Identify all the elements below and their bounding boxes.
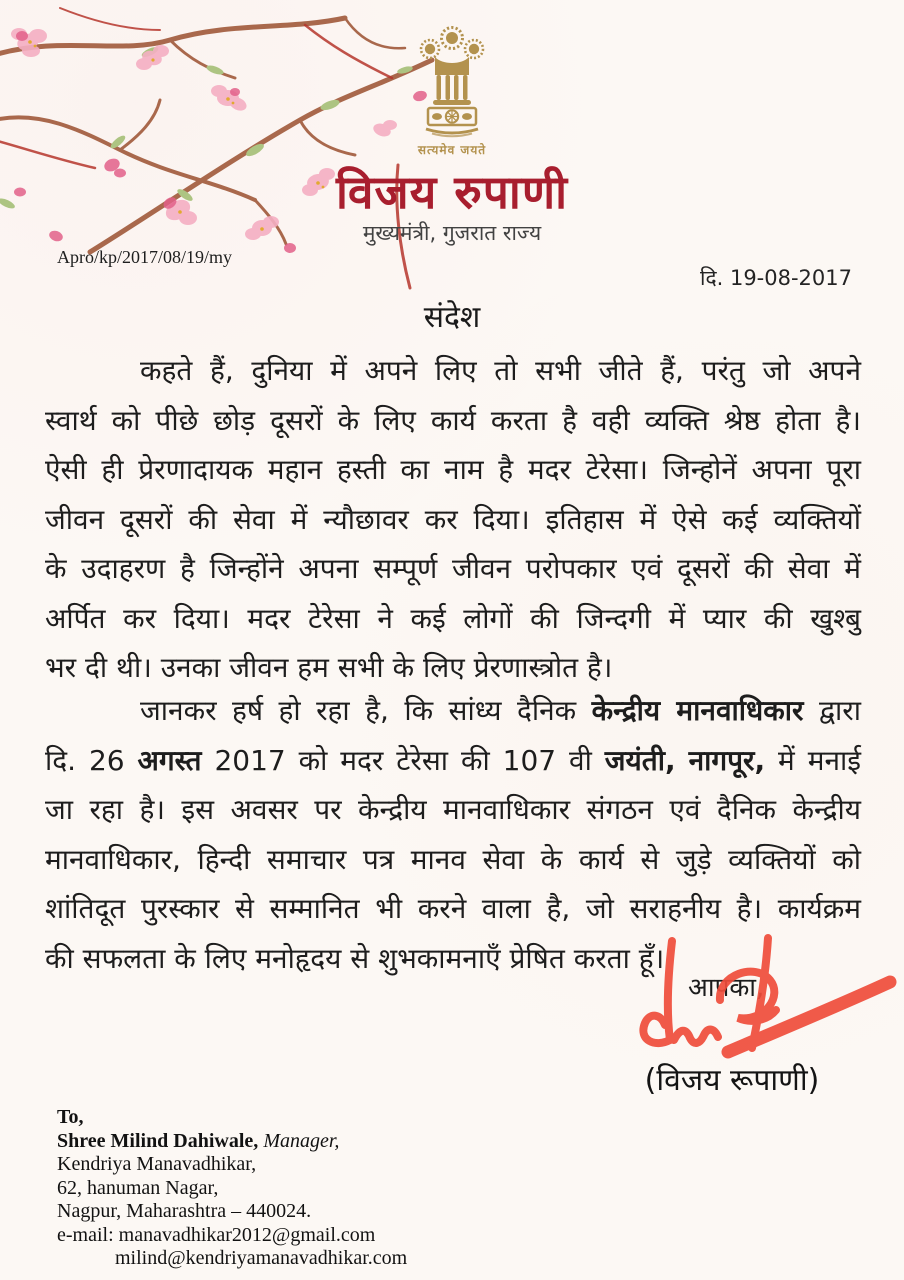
text-line xyxy=(57,1130,407,1154)
text-segment: जीवन दूसरों की सेवा में न्यौछावर कर दिया। इतिहास में ऐसे कई व्यक्तियों xyxy=(45,502,861,536)
text-segment: भर दी थी। उनका जीवन हम सभी के लिए प्रेरणास्त्रोत है। xyxy=(45,651,613,684)
text-segment: के उदाहरण है जिन्होंने अपना सम्पूर्ण जीवन परोपकार एवं दूसरों की सेवा में xyxy=(45,552,861,585)
text-segment: केन्द्रीय मानवाधिकार xyxy=(591,694,804,727)
text-line xyxy=(45,736,861,786)
text-line xyxy=(57,1247,407,1271)
text-line xyxy=(45,686,861,736)
text-line xyxy=(45,884,861,934)
text-line xyxy=(45,346,861,396)
text-segment: जा रहा है। इस अवसर पर केन्द्रीय मानवाधिकार संगठन एवं दैनिक केन्द्रीय xyxy=(45,793,861,826)
text-line xyxy=(45,594,861,644)
text-segment xyxy=(676,744,689,777)
letter-subject: संदेश xyxy=(423,300,481,335)
text-segment: अर्पित कर दिया। मदर टेरेसा ने कई लोगों की जिन्दगी में प्यार की खुश्बु xyxy=(45,601,861,635)
text-line xyxy=(57,1224,407,1248)
text-segment: जयंती, xyxy=(604,743,676,777)
text-line xyxy=(45,544,861,594)
recipient-address xyxy=(57,1106,407,1271)
text-segment: दि. 26 xyxy=(45,743,138,777)
text-segment: नागपूर, xyxy=(688,743,766,777)
signatory-name: (विजय रूपाणी) xyxy=(644,1063,820,1098)
text-segment: द्वारा xyxy=(803,694,862,727)
text-segment: Nagpur, Maharashtra – 440024. xyxy=(57,1200,312,1222)
text-line xyxy=(57,1106,407,1130)
text-segment: Shree Milind Dahiwale, xyxy=(57,1129,259,1152)
text-segment: अगस्त xyxy=(137,743,202,777)
text-line xyxy=(57,1177,407,1201)
reference-number: Apro/kp/2017/08/19/my xyxy=(57,247,232,267)
letter-date: दि. 19-08-2017 xyxy=(700,266,852,290)
text-segment: ऐसी ही प्रेरणादायक महान हस्ती का नाम है मदर टेरेसा। जिन्होनें अपना पूरा xyxy=(45,453,861,486)
cm-name: विजय रुपाणी xyxy=(335,165,569,219)
text-line xyxy=(45,495,861,545)
text-segment: जानकर हर्ष हो रहा है, कि सांध्य दैनिक xyxy=(140,694,592,727)
text-segment: Kendriya Manavadhikar, xyxy=(57,1153,257,1175)
text-line xyxy=(45,835,861,885)
text-segment: 2017 को मदर टेरेसा की 107 वी xyxy=(201,743,605,777)
closing-salutation: आपका, xyxy=(688,973,765,1003)
text-line xyxy=(57,1200,407,1224)
text-line xyxy=(45,785,861,835)
text-segment: मानवाधिकार, हिन्दी समाचार पत्र मानव सेवा के कार्य से जुड़े व्यक्तियों को xyxy=(45,842,861,876)
text-segment: कहते हैं, दुनिया में अपने लिए तो सभी जीते हैं, परंतु जो अपने xyxy=(140,354,861,387)
text-segment: milind@kendriyamanavadhikar.com xyxy=(115,1247,408,1269)
letter-body-paragraph-2 xyxy=(45,686,861,983)
text-line xyxy=(45,445,861,495)
text-segment: Manager, xyxy=(258,1129,340,1152)
text-segment: स्वार्थ को पीछे छोड़ दूसरों के लिए कार्य करता है वही व्यक्ति श्रेष्ठ होता है। xyxy=(45,403,861,437)
text-line xyxy=(45,396,861,446)
text-segment: में मनाई xyxy=(765,743,861,777)
text-segment: शांतिदूत पुरस्कार से सम्मानित भी करने वाला है, जो सराहनीय है। कार्यक्रम xyxy=(45,892,861,925)
text-segment: 62, hanuman Nagar, xyxy=(57,1176,219,1199)
text-segment: e-mail: manavadhikar2012@gmail.com xyxy=(57,1223,376,1246)
text-segment: की सफलता के लिए मनोहृदय से शुभकामनाएँ प्रेषित करता हूँ। xyxy=(45,941,665,975)
letter-body-paragraph-1 xyxy=(45,346,861,693)
emblem-motto: सत्यमेव जयते xyxy=(417,143,487,157)
text-line xyxy=(57,1153,407,1177)
cm-designation: मुख्यमंत्री, गुजरात राज्य xyxy=(362,221,542,245)
ashoka-emblem-icon xyxy=(402,22,502,140)
text-segment: To, xyxy=(57,1106,84,1128)
national-emblem xyxy=(0,22,904,144)
